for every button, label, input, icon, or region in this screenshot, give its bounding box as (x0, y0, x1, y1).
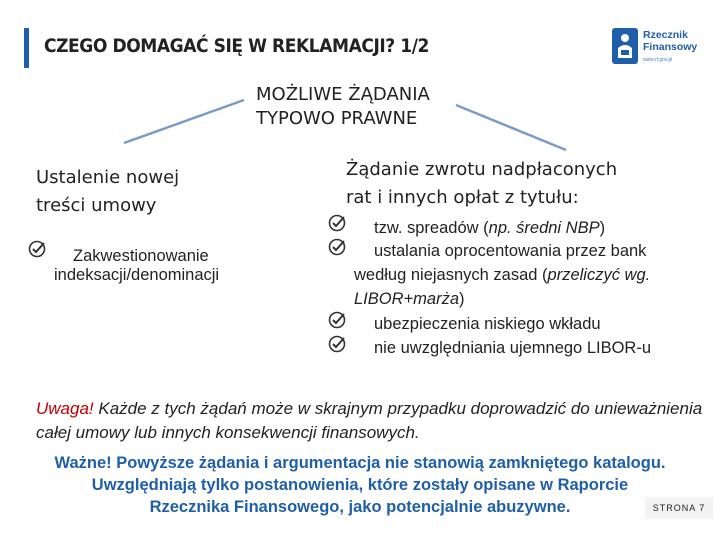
right-item-negative-libor: nie uwzględniania ujemnego LIBOR-u (374, 339, 652, 357)
right-item-interest-line-3-italic: LIBOR+marża (354, 290, 459, 308)
right-heading-line-2: rat i innych opłat z tytułu: (346, 187, 579, 208)
logo-name: Rzecznik Finansowy (643, 29, 698, 53)
warning-text: Każde z tych żądań może w skrajnym przypadku doprowadzić do unieważnienia całej umowy lub innych konsekwencji finansowych. (36, 399, 703, 442)
important-line-3: Rzecznika Finansowego, jako potencjalnie abuzywne. (149, 498, 571, 516)
left-heading (36, 164, 179, 220)
page-title: CZEGO DOMAGAĆ SIĘ W REKLAMACJI? 1/2 (44, 35, 429, 57)
important-line-1: Ważne! Powyższe żądania i argumentacja nie stanowią zamkniętego katalogu. (54, 454, 666, 472)
center-heading-line-1: MOŻLIWE ŻĄDANIA (256, 84, 430, 105)
important-note (20, 452, 700, 518)
center-heading-line-2: TYPOWO PRAWNE (256, 108, 418, 129)
check-icon (328, 214, 346, 237)
left-heading-line-2: treści umowy (36, 195, 157, 216)
right-item-interest-line-3-close: ) (459, 290, 465, 308)
left-item-line-1: Zakwestionowanie (73, 247, 209, 265)
right-item-interest-line-3 (354, 290, 465, 309)
center-heading (256, 83, 430, 131)
left-item-line-2: indeksacji/denominacji (54, 266, 220, 284)
check-icon (28, 240, 46, 263)
right-item-spreads-italic: np. średni NBP (488, 219, 600, 237)
right-item-interest-line-2-italic: przeliczyć wg. (547, 266, 651, 284)
left-heading-line-1: Ustalenie nowej (36, 167, 180, 188)
check-icon (328, 238, 346, 261)
right-item-interest-line-1: ustalania oprocentowania przez bank (374, 242, 647, 260)
check-icon (328, 311, 346, 334)
page-number-label: STRONA 7 (645, 497, 713, 519)
right-heading (346, 156, 617, 212)
right-item-insurance: ubezpieczenia niskiego wkładu (374, 315, 601, 333)
connector-left (124, 100, 244, 143)
connector-right (456, 105, 566, 150)
warning-paragraph (36, 397, 706, 445)
right-item-interest-line-2 (354, 266, 650, 285)
right-item-spreads-text: tzw. spreadów ( (374, 219, 489, 237)
right-item-spreads-close: ) (599, 219, 606, 237)
right-item-interest-line-2-text: według niejasnych zasad ( (354, 266, 548, 284)
logo-url: www.rf.gov.pl (643, 57, 673, 63)
warning-label: Uwaga! (36, 399, 94, 418)
right-heading-line-1: Żądanie zwrotu nadpłaconych (346, 159, 618, 180)
check-icon (328, 335, 346, 358)
right-item-spreads (374, 219, 605, 238)
important-line-2: Uwzględniają tylko postanowienia, które zostały opisane w Raporcie (91, 476, 629, 494)
